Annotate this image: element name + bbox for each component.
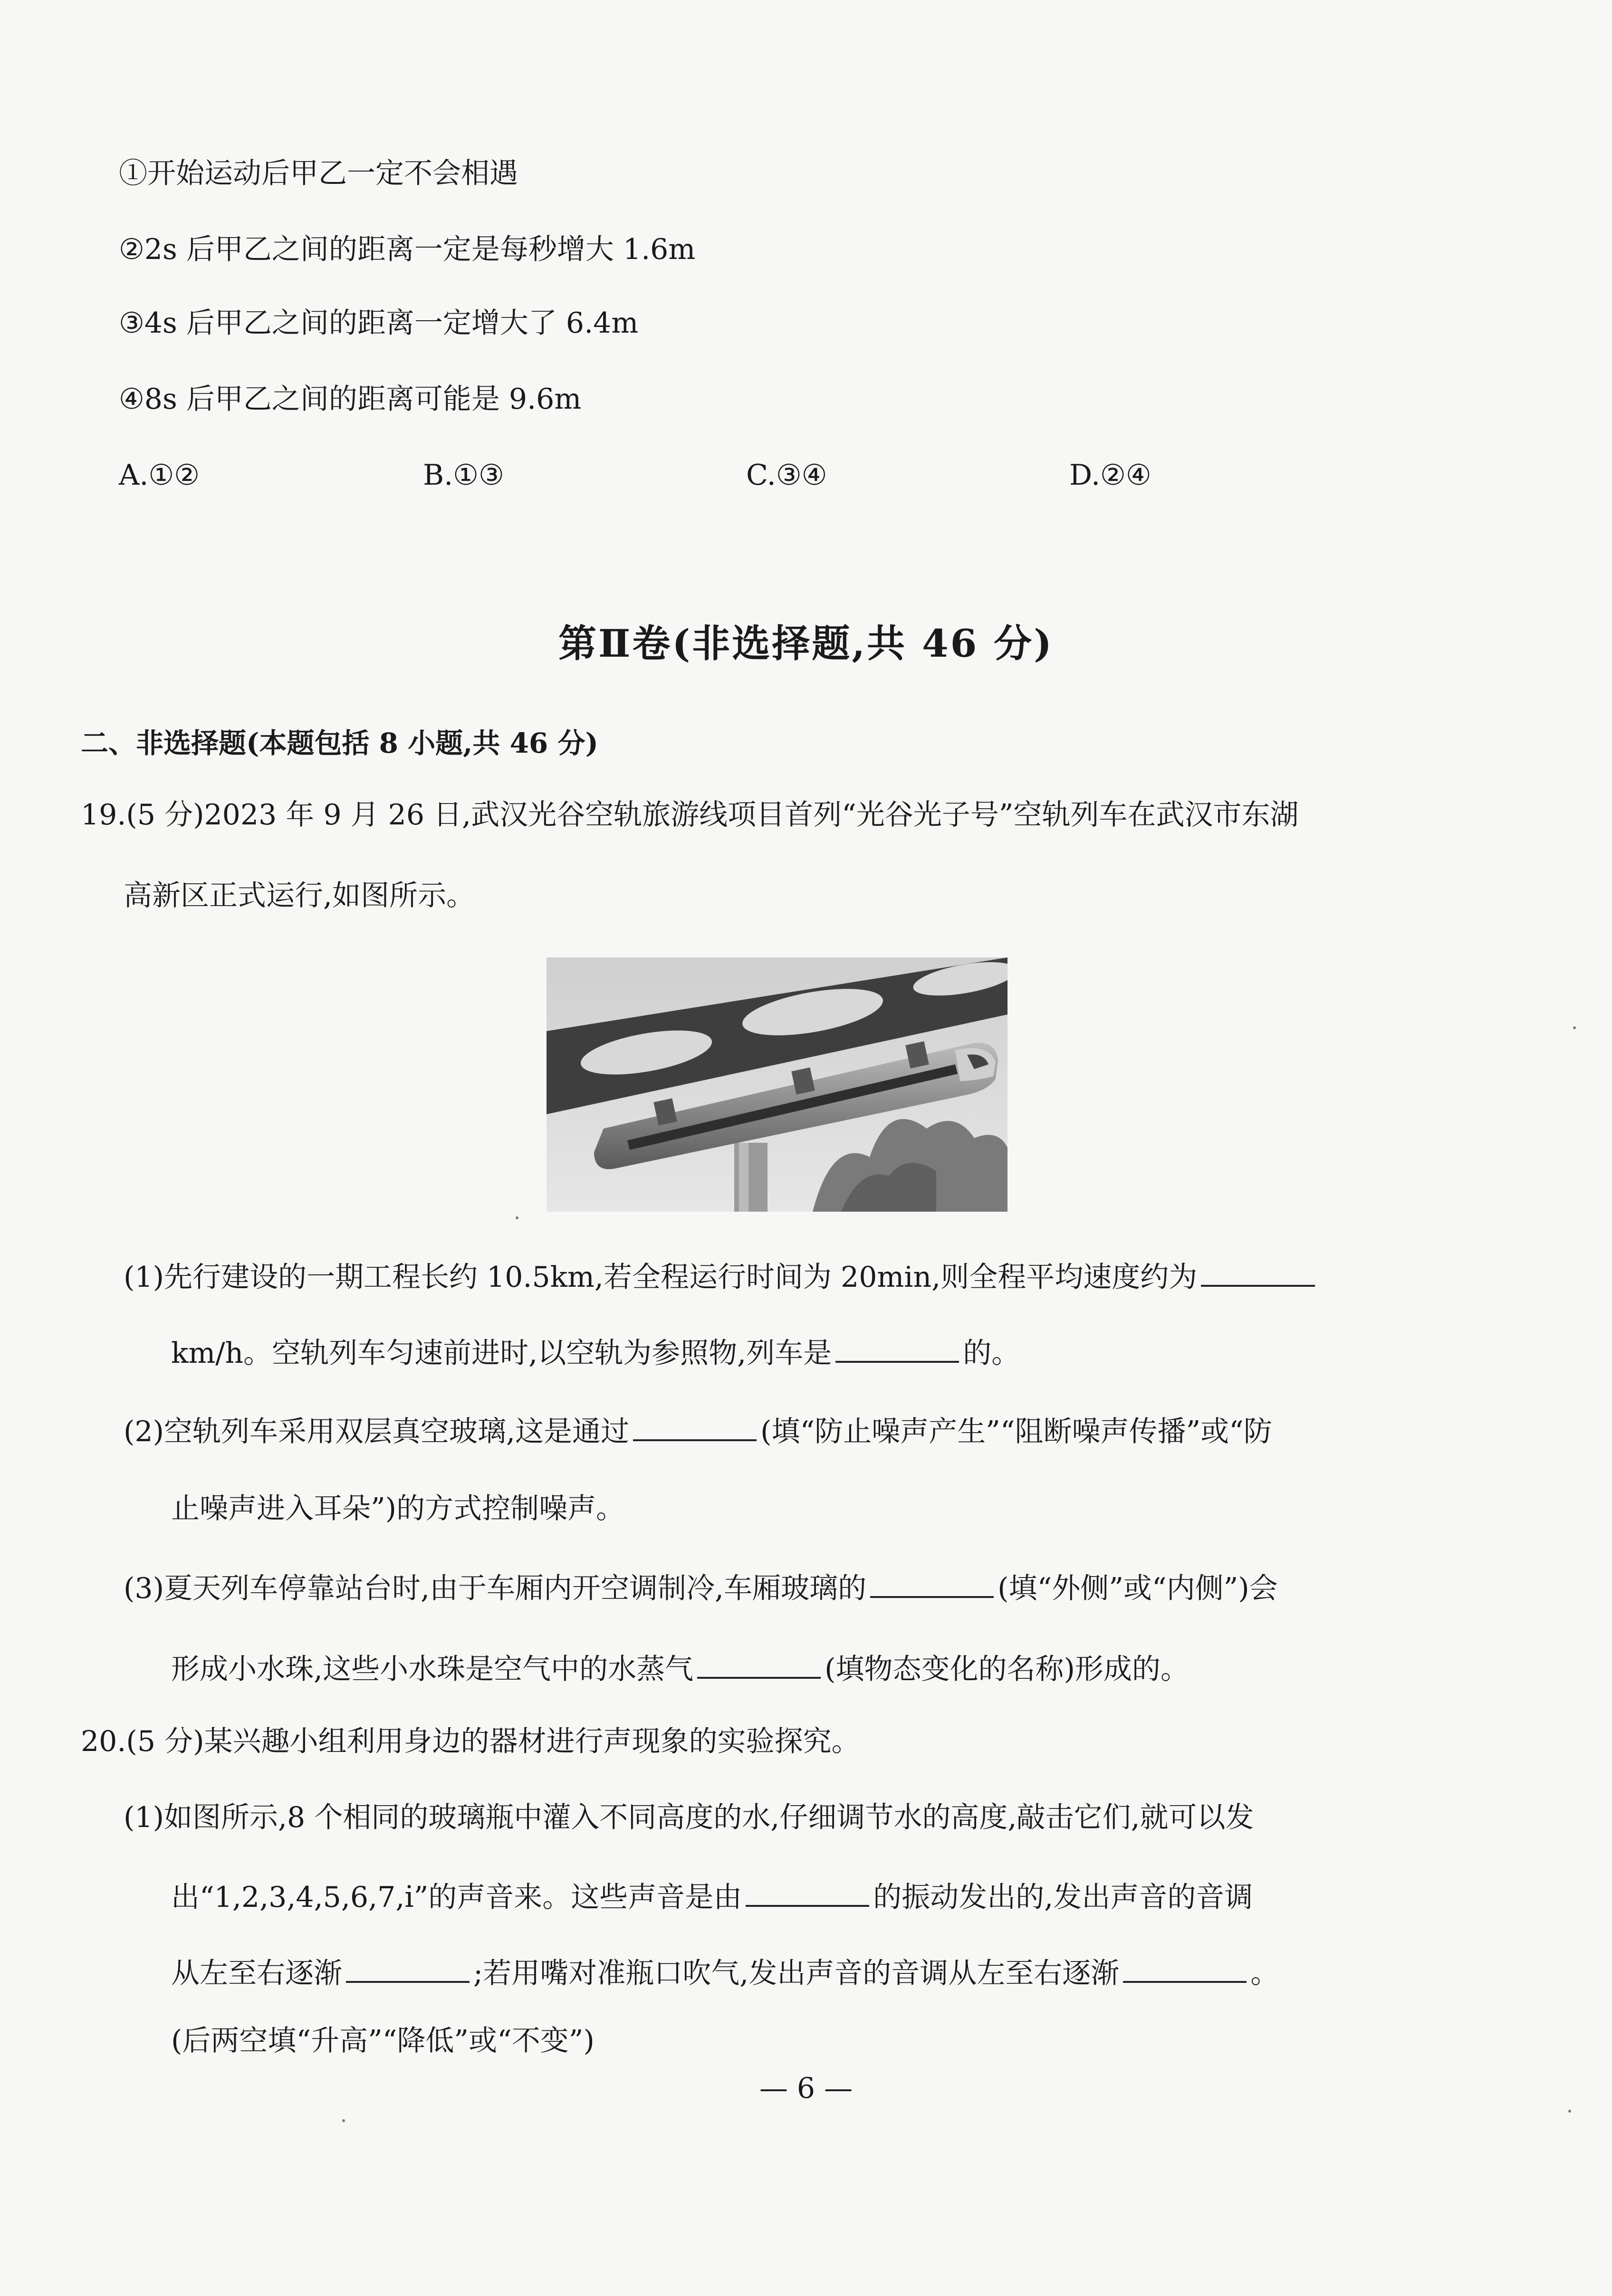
answer-blank-pitch-blow[interactable] bbox=[1123, 1955, 1247, 1983]
q19-part1-text2: km/h。空轨列车匀速前进时,以空轨为参照物,列车是 bbox=[171, 1337, 832, 1370]
statement-1: ①开始运动后甲乙一定不会相遇 bbox=[119, 157, 518, 190]
q20-part1-text4: ;若用嘴对准瓶口吹气,发出声音的音调从左至右逐渐 bbox=[473, 1957, 1120, 1990]
q20-intro: 20.(5 分)某兴趣小组利用身边的器材进行声现象的实验探究。 bbox=[81, 1725, 860, 1758]
q19-part2-text2: (填“防止噪声产生”“阻断噪声传播”或“防 bbox=[760, 1415, 1272, 1448]
choice-b: B.①③ bbox=[423, 459, 504, 492]
q20-part1-text5: 。 bbox=[1250, 1957, 1279, 1990]
q20-part1-line2 bbox=[171, 1879, 1253, 1912]
section-title: 第Ⅱ卷(非选择题,共 46 分) bbox=[558, 621, 1054, 666]
scan-speck bbox=[1573, 1026, 1576, 1029]
q20-part1-line1: (1)如图所示,8 个相同的玻璃瓶中灌入不同高度的水,仔细调节水的高度,敲击它们,就可以发 bbox=[124, 1801, 1254, 1834]
q19-part1-line2 bbox=[171, 1335, 1020, 1368]
choice-c: C.③④ bbox=[746, 459, 827, 492]
q20-part1-text3: 从左至右逐渐 bbox=[171, 1957, 342, 1990]
q19-part1-text: (1)先行建设的一期工程长约 10.5km,若全程运行时间为 20min,则全程平均速度约为 bbox=[124, 1261, 1198, 1294]
q19-part3-text2: (填“外侧”或“内侧”)会 bbox=[998, 1572, 1278, 1605]
choice-d: D.②④ bbox=[1069, 459, 1151, 492]
answer-blank-speed[interactable] bbox=[1201, 1259, 1315, 1287]
q20-part1-text: 出“1,2,3,4,5,6,7,i̇”的声音来。这些声音是由 bbox=[171, 1881, 742, 1914]
scan-speck bbox=[342, 2119, 345, 2122]
statement-2: ②2s 后甲乙之间的距离一定是每秒增大 1.6m bbox=[119, 233, 696, 266]
q19-part3-text4: (填物态变化的名称)形成的。 bbox=[825, 1653, 1189, 1686]
q19-intro-line2: 高新区正式运行,如图所示。 bbox=[124, 879, 475, 912]
answer-blank-vibration[interactable] bbox=[746, 1879, 869, 1907]
choice-a: A.①② bbox=[119, 459, 200, 492]
answer-blank-side[interactable] bbox=[870, 1570, 994, 1598]
q19-part1-text3: 的。 bbox=[963, 1337, 1020, 1370]
q19-part3-line1 bbox=[124, 1570, 1278, 1603]
q19-part2-line2: 止噪声进入耳朵”)的方式控制噪声。 bbox=[171, 1492, 625, 1525]
q19-intro-line1: 19.(5 分)2023 年 9 月 26 日,武汉光谷空轨旅游线项目首列“光谷光子号”空轨列车在武汉市东湖 bbox=[81, 798, 1299, 832]
page-number: — 6 — bbox=[759, 2072, 853, 2105]
answer-blank-noise[interactable] bbox=[633, 1414, 757, 1441]
q19-part2-line1 bbox=[124, 1414, 1272, 1446]
q20-part1-line4: (后两空填“升高”“降低”或“不变”) bbox=[171, 2024, 595, 2057]
scan-speck bbox=[516, 1216, 518, 1219]
answer-blank-pitch-strike[interactable] bbox=[346, 1955, 470, 1983]
answer-blank-state-change[interactable] bbox=[697, 1651, 821, 1679]
q19-part3-text: (3)夏天列车停靠站台时,由于车厢内开空调制冷,车厢玻璃的 bbox=[124, 1572, 867, 1605]
statement-4: ④8s 后甲乙之间的距离可能是 9.6m bbox=[119, 383, 582, 416]
q19-part3-line2 bbox=[171, 1651, 1189, 1684]
q19-part2-text: (2)空轨列车采用双层真空玻璃,这是通过 bbox=[124, 1415, 630, 1448]
q20-part1-line3 bbox=[171, 1955, 1279, 1988]
part-heading: 二、非选择题(本题包括 8 小题,共 46 分) bbox=[81, 727, 598, 759]
q20-part1-text2: 的振动发出的,发出声音的音调 bbox=[873, 1881, 1253, 1914]
answer-blank-motion[interactable] bbox=[835, 1335, 959, 1363]
monorail-photo bbox=[547, 957, 1008, 1212]
statement-3: ③4s 后甲乙之间的距离一定增大了 6.4m bbox=[119, 306, 639, 340]
monorail-illustration bbox=[547, 957, 1008, 1212]
q19-part3-text3: 形成小水珠,这些小水珠是空气中的水蒸气 bbox=[171, 1653, 694, 1686]
q19-part1-line1 bbox=[124, 1259, 1319, 1292]
scan-speck bbox=[1568, 2110, 1571, 2113]
